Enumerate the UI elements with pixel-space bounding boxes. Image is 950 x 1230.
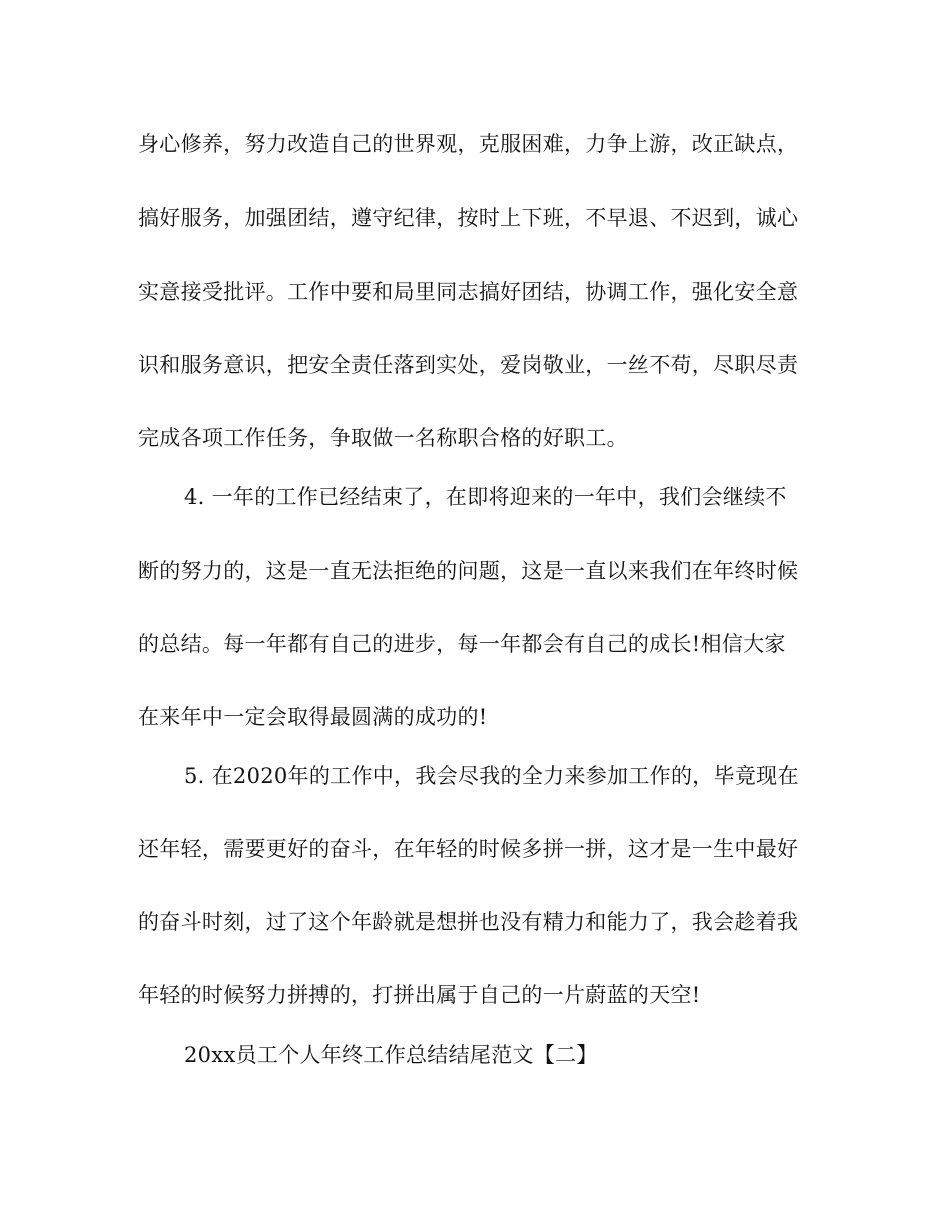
text-line: 身心修养，努力改造自己的世界观，克服困难，力争上游，改正缺点， <box>138 132 799 156</box>
text-line: 的奋斗时刻，过了这个年龄就是想拼也没有精力和能力了，我会趁着我 <box>138 910 799 934</box>
text-line: 搞好服务，加强团结，遵守纪律，按时上下班，不早退、不迟到，诚心 <box>138 206 799 230</box>
text-line: 的总结。每一年都有自己的进步，每一年都会有自己的成长!相信大家 <box>138 632 786 656</box>
numbered-paragraph-5: 5. 在2020年的工作中，我会尽我的全力来参加工作的，毕竟现在 <box>184 764 799 788</box>
text-line: 实意接受批评。工作中要和局里同志搞好团结，协调工作，强化安全意 <box>138 280 799 304</box>
section-heading: 20xx员工个人年终工作总结结尾范文【二】 <box>184 1043 598 1067</box>
text-line: 完成各项工作任务，争取做一名称职合格的好职工。 <box>138 426 628 450</box>
text-line: 年轻的时候努力拼搏的，打拼出属于自己的一片蔚蓝的天空! <box>138 983 701 1007</box>
numbered-paragraph-4: 4. 一年的工作已经结束了，在即将迎来的一年中，我们会继续不 <box>184 485 787 509</box>
text-line: 识和服务意识，把安全责任落到实处，爱岗敬业，一丝不苟，尽职尽责 <box>138 353 799 377</box>
text-line: 在来年中一定会取得最圆满的成功的! <box>138 705 488 729</box>
text-line: 还年轻，需要更好的奋斗，在年轻的时候多拼一拼，这才是一生中最好 <box>138 837 799 861</box>
text-line: 断的努力的，这是一直无法拒绝的问题，这是一直以来我们在年终时候 <box>138 559 799 583</box>
